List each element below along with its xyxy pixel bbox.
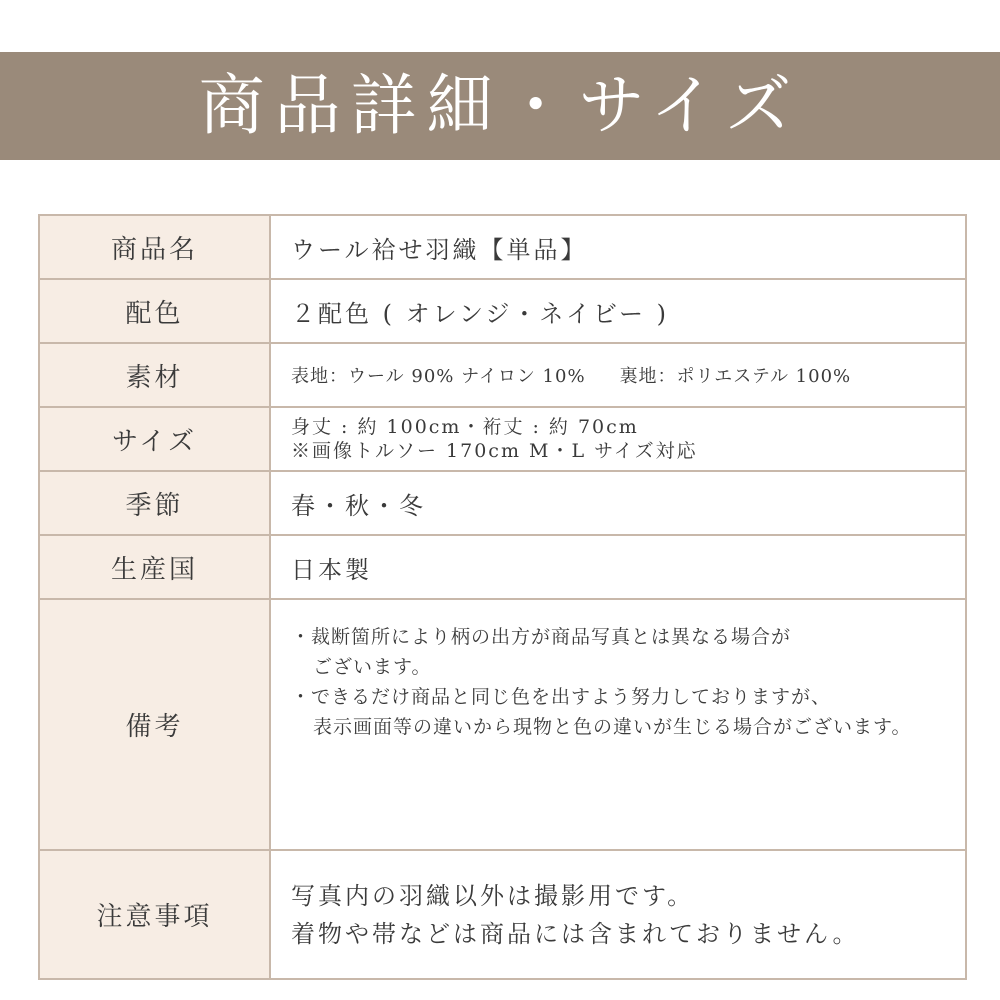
spec-label-notes: 備考 [39,599,270,850]
page-title: 商品詳細・サイズ [198,67,802,144]
spec-row-origin [39,535,966,599]
spec-label-caution: 注意事項 [39,850,270,979]
spec-value-size [270,407,966,471]
product-spec-table [38,214,967,980]
caution-line: 写真内の羽織以外は撮影用です。 [291,881,695,910]
material-lining: 裏地：ポリエステル 100% [619,366,852,387]
spec-value-caution [270,850,966,979]
spec-row-notes [39,599,966,850]
material-outer: 表地：ウール 90% ナイロン 10% [291,366,586,387]
spec-row-material [39,343,966,407]
notes-line: ・裁断箇所により柄の出方が商品写真とは異なる場合が [291,626,792,648]
spec-value-color: ２配色 ( オレンジ・ネイビー ) [270,279,966,343]
size-dimensions: 身丈 : 約 100cm・裄丈 : 約 70cm [291,416,639,438]
size-torso-note: ※画像トルソー 170cm M・L サイズ対応 [291,440,698,462]
notes-line: 表示画面等の違いから現物と色の違いが生じる場合がございます。 [313,716,912,738]
caution-line: 着物や帯などは商品には含まれておりません。 [291,919,860,948]
spec-row-color [39,279,966,343]
spec-value-origin: 日本製 [270,535,966,599]
notes-line: ・できるだけ商品と同じ色を出すよう努力しておりますが、 [291,686,832,708]
spec-row-season [39,471,966,535]
spec-value-material [270,343,966,407]
header-banner [0,52,1000,160]
spec-value-season: 春・秋・冬 [270,471,966,535]
spec-value-notes [270,599,966,850]
spec-label-origin: 生産国 [39,535,270,599]
spec-label-size: サイズ [39,407,270,471]
spec-label-season: 季節 [39,471,270,535]
spec-label-color: 配色 [39,279,270,343]
spec-row-caution [39,850,966,979]
spec-row-name [39,215,966,279]
spec-label-material: 素材 [39,343,270,407]
spec-row-size [39,407,966,471]
notes-line: ございます。 [313,656,432,678]
spec-label-name: 商品名 [39,215,270,279]
spec-value-name: ウール袷せ羽織【単品】 [270,215,966,279]
